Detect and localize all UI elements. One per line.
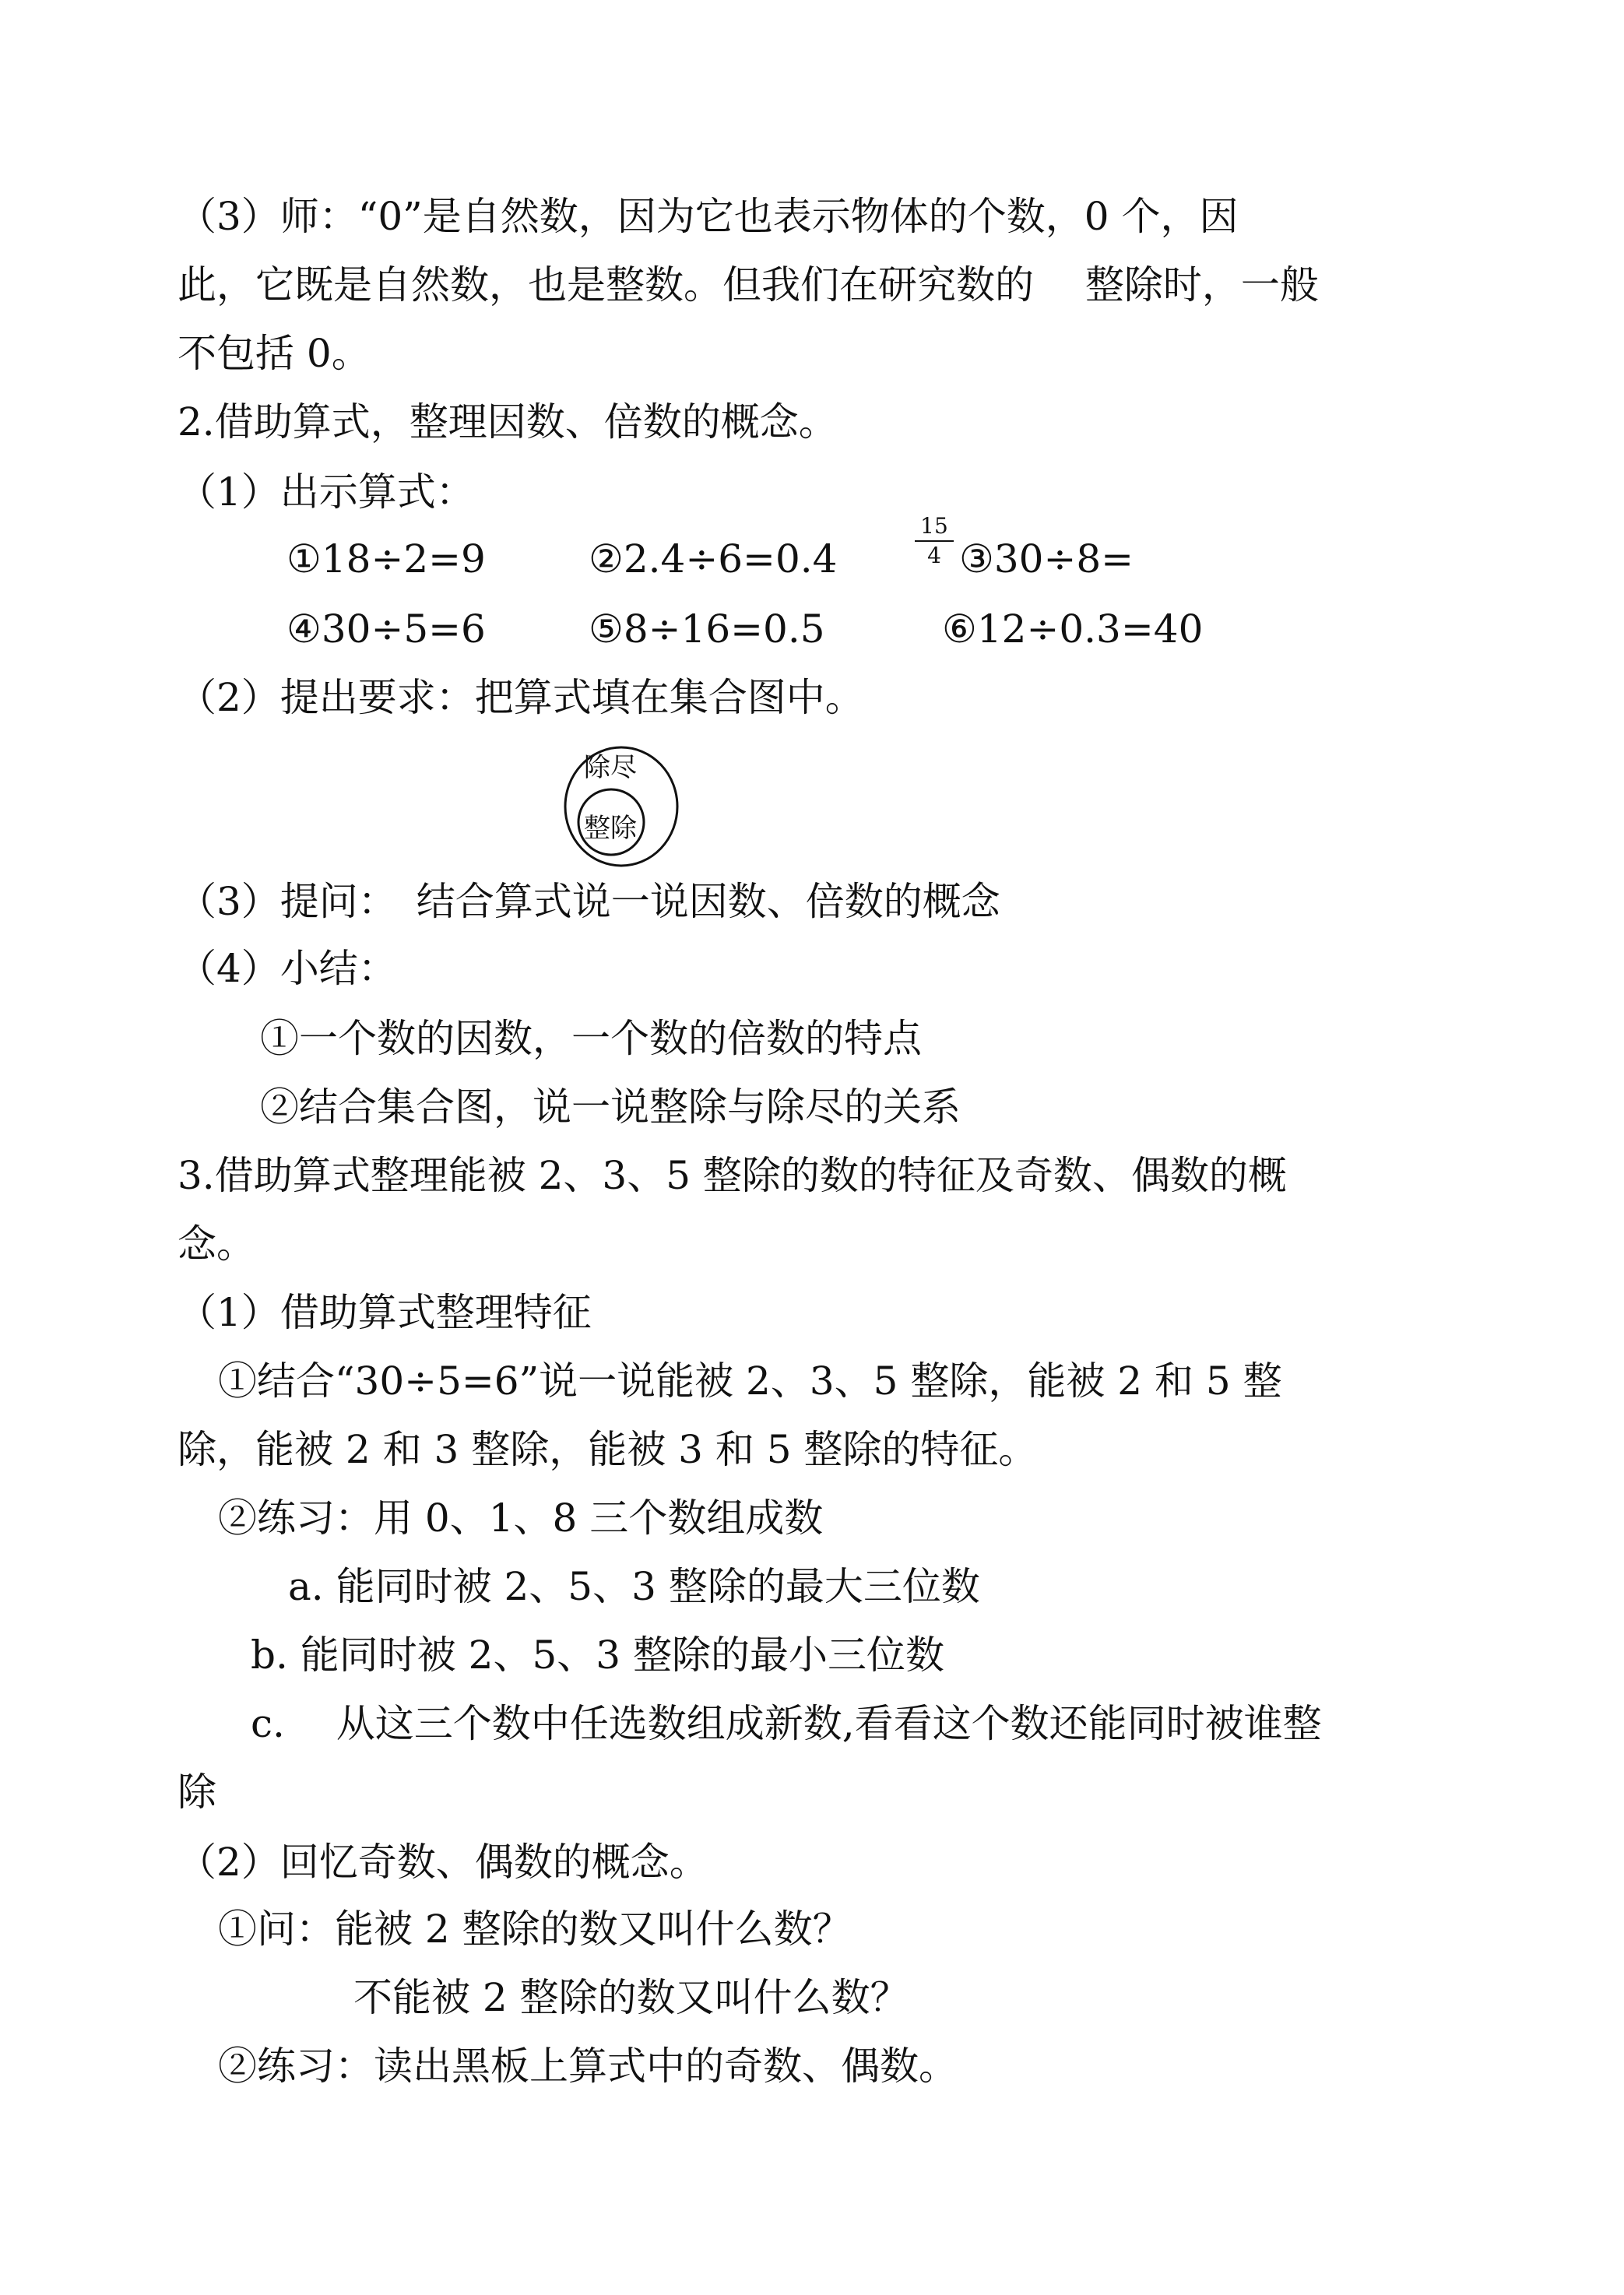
equation-4: ④30÷5=6 bbox=[286, 606, 486, 652]
equation-5: ⑤8÷16=0.5 bbox=[589, 606, 825, 652]
equation-1: ①18÷2=9 bbox=[286, 536, 486, 582]
exercise-read-odd-even: ②练习：读出黑板上算式中的奇数、偶数。 bbox=[218, 2044, 958, 2089]
equation-3: ③30÷8= bbox=[959, 536, 1134, 582]
summary-point-2: ②结合集合图，说一说整除与除尽的关系 bbox=[260, 1084, 961, 1130]
summary-point-1: ①一个数的因数，一个数的倍数的特点 bbox=[260, 1016, 922, 1061]
paragraph-line-1: （3）师：“0”是自然数，因为它也表示物体的个数，0 个，因 bbox=[178, 194, 1239, 239]
exercise-item-b: b. 能同时被 2、5、3 整除的最小三位数 bbox=[251, 1633, 945, 1678]
question-point-1-continued: 不能被 2 整除的数又叫什么数？ bbox=[353, 1975, 909, 2020]
exercise-item-c: c. 从这三个数中任选数组成新数,看看这个数还能同时被谁整 bbox=[251, 1701, 1322, 1746]
feature-point-1-continued: 除，能被 2 和 3 整除，能被 3 和 5 整除的特征。 bbox=[178, 1427, 1038, 1472]
section-heading-2: 2.借助算式，整理因数、倍数的概念。 bbox=[178, 399, 838, 445]
paragraph-line-2: 此，它既是自然数，也是整数。但我们在研究数的 整除时，一般 bbox=[178, 262, 1319, 308]
equation-6: ⑥12÷0.3=40 bbox=[942, 606, 1204, 652]
subsection-2-odd-even: （2）回忆奇数、偶数的概念。 bbox=[178, 1840, 708, 1885]
outer-set-label: 除尽 bbox=[584, 752, 637, 783]
subsection-2-requirement: （2）提出要求：把算式填在集合图中。 bbox=[178, 675, 864, 720]
inner-set-label: 整除 bbox=[584, 813, 637, 844]
equation-2: ②2.4÷6=0.4 bbox=[589, 536, 838, 582]
fraction-15-over-4 bbox=[915, 514, 954, 568]
venn-diagram bbox=[561, 744, 685, 869]
subsection-1-show-equations: （1）出示算式： bbox=[178, 469, 475, 515]
question-point-1: ①问：能被 2 整除的数又叫什么数？ bbox=[218, 1907, 852, 1952]
exercise-item-a: a. 能同时被 2、5、3 整除的最大三位数 bbox=[288, 1564, 980, 1609]
fraction-numerator: 15 bbox=[915, 514, 954, 542]
fraction-denominator: 4 bbox=[927, 543, 941, 568]
paragraph-line-3: 不包括 0。 bbox=[178, 331, 371, 376]
exercise-point-2: ②练习：用 0、1、8 三个数组成数 bbox=[218, 1495, 824, 1541]
section-heading-3-continued: 念。 bbox=[178, 1221, 255, 1267]
subsection-3-question: （3）提问： 结合算式说一说因数、倍数的概念 bbox=[178, 879, 1000, 924]
section-heading-3: 3.借助算式整理能被 2、3、5 整除的数的特征及奇数、偶数的概 bbox=[178, 1153, 1287, 1198]
subsection-4-summary: （4）小结： bbox=[178, 946, 397, 991]
subsection-1-features: （1）借助算式整理特征 bbox=[178, 1290, 592, 1335]
exercise-item-c-continued: 除 bbox=[178, 1770, 216, 1815]
feature-point-1: ①结合“30÷5=6”说一说能被 2、3、5 整除，能被 2 和 5 整 bbox=[218, 1358, 1282, 1404]
